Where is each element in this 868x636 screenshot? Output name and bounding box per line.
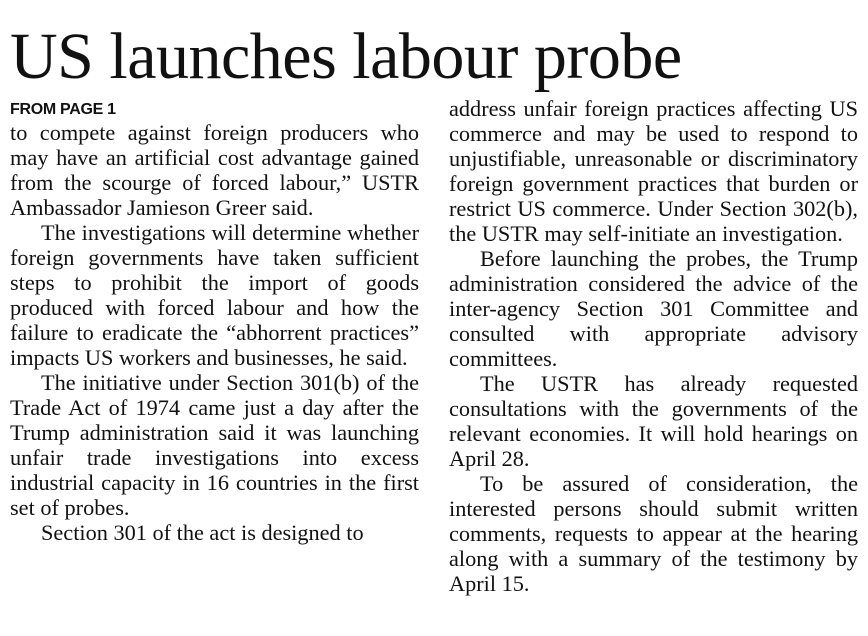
article-column-left: [10, 98, 419, 545]
paragraph-8: To be assured of consideration, the interested persons should submit written comments, requests to appear at the hearing along with a summary of the testimony by April 15.: [449, 471, 858, 596]
paragraph-1: to compete against foreign producers who may have an artificial cost advantage gained from the scourge of forced labour,” USTR Ambassador Jamieson Greer said.: [10, 120, 419, 220]
paragraph-5: address unfair foreign practices affecting US commerce and may be used to respond to unjustifiable, unreasonable or discriminatory foreign government practices that burden or restrict US commerce. Under Section 302(b), the USTR may self-initiate an investigation.: [449, 96, 858, 246]
paragraph-2: The investigations will determine whether foreign governments have taken sufficient steps to prohibit the import of goods produced with forced labour and how the failure to eradicate the “abhorrent practices” impacts US workers and businesses, he said.: [10, 220, 419, 370]
paragraph-3: The initiative under Section 301(b) of the Trade Act of 1974 came just a day after the Trump administration said it was launching unfair trade investigations into excess industrial capacity in 16 countries in the first set of probes.: [10, 370, 419, 520]
headline: US launches labour probe: [10, 20, 682, 93]
paragraph-7: The USTR has already requested consultations with the governments of the relevant economies. It will hold hearings on April 28.: [449, 371, 858, 471]
paragraph-4: Section 301 of the act is designed to: [41, 520, 364, 545]
continued-from-label: FROM PAGE 1: [10, 101, 116, 118]
article-column-right: [449, 96, 858, 596]
paragraph-6: Before launching the probes, the Trump administration considered the advice of the inter-agency Section 301 Committee and consulted with appropriate advisory committees.: [449, 246, 858, 371]
